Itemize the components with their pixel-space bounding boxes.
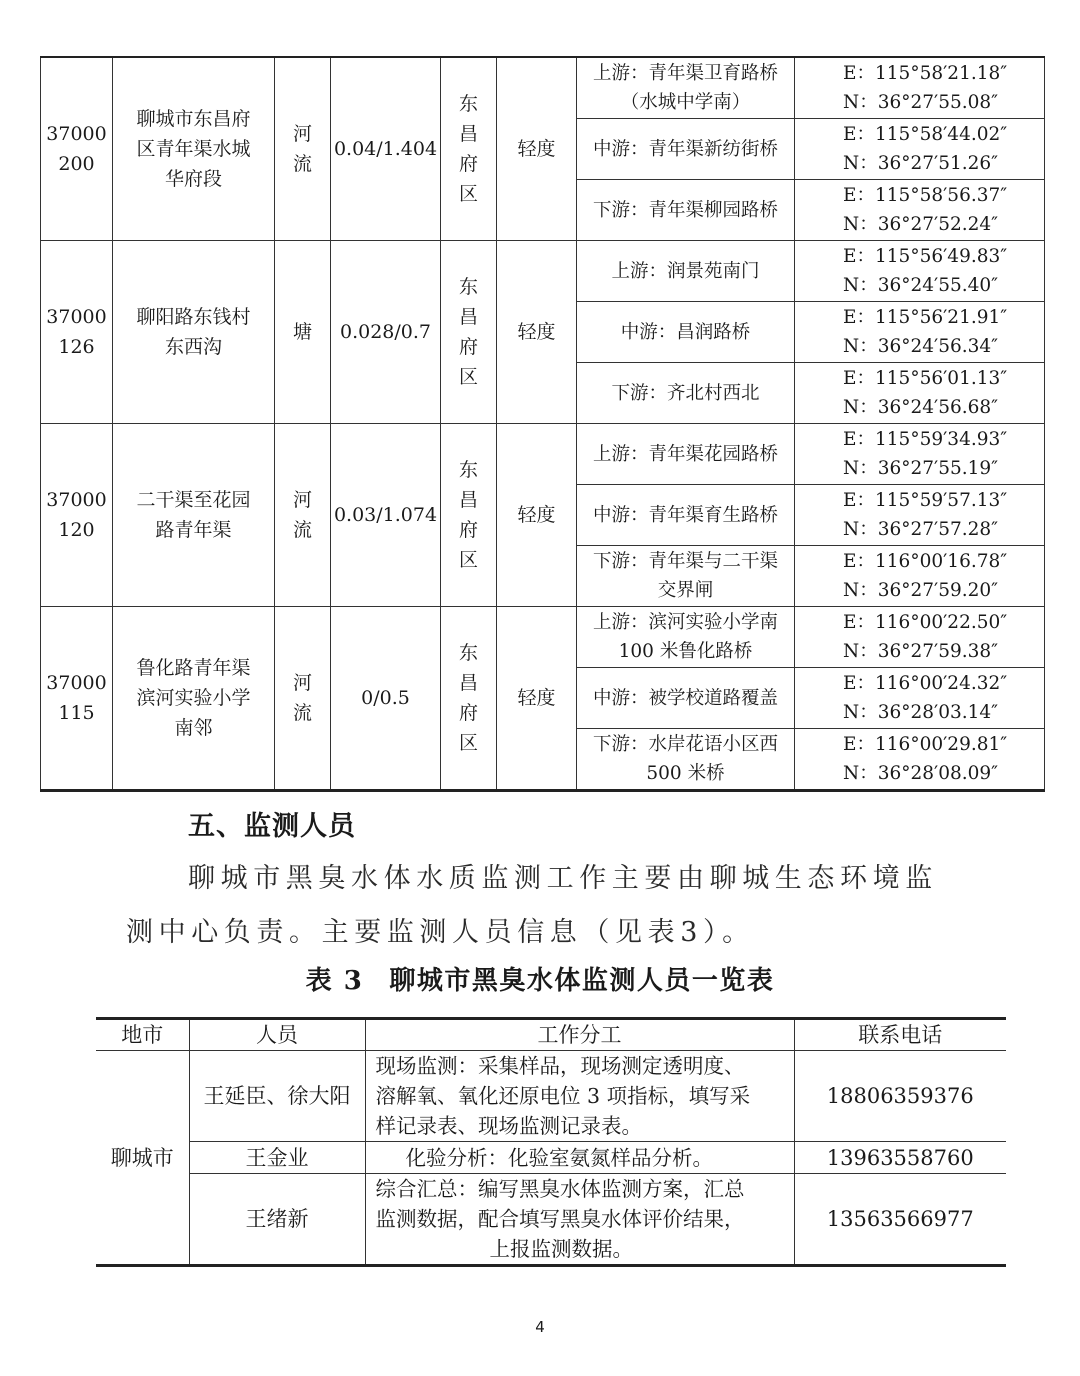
coord-cell <box>795 729 1045 791</box>
type-char: 河 <box>292 123 312 145</box>
coord-e: E：115°56′49.83″ <box>843 246 1008 267</box>
point-line: 500 米桥 <box>646 763 725 784</box>
point-cell <box>577 546 795 607</box>
coord-cell <box>795 546 1045 607</box>
coord-cell <box>795 119 1045 180</box>
duty-cell <box>365 1174 794 1266</box>
coord-e: E：116°00′16.78″ <box>843 551 1008 572</box>
header-phone: 联系电话 <box>794 1019 1006 1051</box>
page-number: 4 <box>535 1318 545 1336</box>
level-cell: 轻度 <box>497 57 577 241</box>
name-line: 南邻 <box>174 717 213 739</box>
coord-cell <box>795 485 1045 546</box>
coord-e: E：116°00′24.32″ <box>843 673 1008 694</box>
type-char: 流 <box>292 702 312 724</box>
person-cell: 王绪新 <box>189 1174 365 1266</box>
name-line: 东西沟 <box>164 336 222 358</box>
section-heading: 五、监测人员 <box>188 811 356 842</box>
duty-line: 样记录表、现场监测记录表。 <box>375 1114 642 1138</box>
duty-line: 上报监测数据。 <box>489 1237 633 1261</box>
coord-e: E：115°56′21.91″ <box>843 307 1008 328</box>
district-char: 府 <box>458 702 478 724</box>
district-char: 府 <box>458 336 478 358</box>
point-line: 上游：青年渠花园路桥 <box>592 443 778 465</box>
coord-e: E：115°58′44.02″ <box>843 124 1008 145</box>
table3-title-text: 聊城市黑臭水体监测人员一览表 <box>389 966 775 996</box>
district-char: 昌 <box>458 306 478 328</box>
name-line: 聊城市东昌府 <box>136 108 251 130</box>
coord-cell <box>795 241 1045 302</box>
district-char: 昌 <box>458 489 478 511</box>
coord-n: N：36°27′57.28″ <box>843 519 999 540</box>
point-line: 下游：齐北村西北 <box>611 382 760 404</box>
code-line: 200 <box>58 153 95 175</box>
header-duty: 工作分工 <box>365 1019 794 1051</box>
point-cell <box>577 668 795 729</box>
point-line: 上游：青年渠卫育路桥 <box>592 63 778 84</box>
district-char: 东 <box>458 642 478 664</box>
coord-cell <box>795 302 1045 363</box>
point-line: 下游：青年渠柳园路桥 <box>592 199 778 221</box>
coord-n: N：36°28′03.14″ <box>843 702 999 723</box>
coord-e: E：116°00′22.50″ <box>843 612 1008 633</box>
district-char: 东 <box>458 93 478 115</box>
level-cell: 轻度 <box>497 241 577 424</box>
phone-cell: 13963558760 <box>794 1142 1006 1174</box>
district-char: 区 <box>458 366 478 388</box>
point-cell <box>577 363 795 424</box>
header-person: 人员 <box>189 1019 365 1051</box>
name-line: 华府段 <box>164 168 222 190</box>
district-cell <box>441 57 497 241</box>
table3-title <box>0 960 1080 997</box>
duty-cell <box>365 1051 794 1142</box>
point-cell <box>577 424 795 485</box>
point-cell <box>577 241 795 302</box>
name-line: 聊阳路东钱村 <box>136 306 251 328</box>
point-cell <box>577 302 795 363</box>
table-row <box>96 1142 1006 1174</box>
coord-n: N：36°27′55.08″ <box>843 92 999 113</box>
name-line: 区青年渠水城 <box>136 138 251 160</box>
name-line: 鲁化路青年渠 <box>136 657 251 679</box>
coord-n: N：36°24′56.68″ <box>843 397 999 418</box>
monitoring-points-table <box>40 56 1045 792</box>
coord-cell <box>795 424 1045 485</box>
coord-e: E：115°59′57.13″ <box>843 490 1008 511</box>
table-row <box>41 57 1045 119</box>
district-cell <box>441 607 497 791</box>
code-line: 115 <box>58 702 95 724</box>
coord-cell <box>795 607 1045 668</box>
coord-n: N：36°27′59.38″ <box>843 641 999 662</box>
duty-line: 监测数据，配合填写黑臭水体评价结果， <box>375 1207 745 1231</box>
type-char: 河 <box>292 489 312 511</box>
table3-number: 表 3 <box>305 966 364 996</box>
point-cell <box>577 180 795 241</box>
table3-header-row <box>96 1019 1006 1051</box>
point-cell <box>577 729 795 791</box>
name-cell <box>113 241 275 424</box>
duty-cell <box>365 1142 794 1174</box>
district-char: 府 <box>458 519 478 541</box>
name-cell <box>113 424 275 607</box>
point-cell <box>577 485 795 546</box>
phone-cell: 18806359376 <box>794 1051 1006 1142</box>
type-cell <box>275 424 331 607</box>
point-cell <box>577 607 795 668</box>
coord-cell <box>795 180 1045 241</box>
phone-cell: 13563566977 <box>794 1174 1006 1266</box>
type-cell <box>275 607 331 791</box>
type-char: 流 <box>292 519 312 541</box>
name-line: 二干渠至花园 <box>136 489 251 511</box>
level-cell: 轻度 <box>497 607 577 791</box>
duty-line: 综合汇总：编写黑臭水体监测方案，汇总 <box>375 1177 745 1201</box>
name-cell <box>113 607 275 791</box>
code-line: 37000 <box>46 489 107 511</box>
coord-cell <box>795 363 1045 424</box>
district-char: 昌 <box>458 123 478 145</box>
type-cell <box>275 57 331 241</box>
name-line: 滨河实验小学 <box>136 687 251 709</box>
district-char: 东 <box>458 276 478 298</box>
coord-cell <box>795 57 1045 119</box>
coord-n: N：36°27′55.19″ <box>843 458 999 479</box>
point-cell <box>577 57 795 119</box>
length-cell: 0/0.5 <box>331 607 441 791</box>
coord-e: E：116°00′29.81″ <box>843 734 1008 755</box>
point-line: 中游：昌润路桥 <box>620 321 751 343</box>
duty-line: 溶解氧、氧化还原电位 3 项指标，填写采 <box>375 1084 751 1108</box>
district-cell <box>441 241 497 424</box>
length-cell: 0.04/1.404 <box>331 57 441 241</box>
coord-n: N：36°24′55.40″ <box>843 275 999 296</box>
duty-line: 现场监测：采集样品，现场测定透明度、 <box>375 1054 745 1078</box>
header-city: 地市 <box>96 1019 189 1051</box>
district-char: 府 <box>458 153 478 175</box>
code-cell <box>41 57 113 241</box>
coord-cell <box>795 668 1045 729</box>
code-cell <box>41 424 113 607</box>
district-char: 东 <box>458 459 478 481</box>
section-paragraph: 聊城市黑臭水体水质监测工作主要由聊城生态环境监测中心负责。主要监测人员信息（见表3）。 <box>126 863 938 948</box>
type-char: 塘 <box>292 321 312 343</box>
personnel-table <box>96 1017 1006 1267</box>
point-line: 中游：青年渠新纺街桥 <box>592 138 778 160</box>
length-cell: 0.028/0.7 <box>331 241 441 424</box>
district-cell <box>441 424 497 607</box>
type-char: 流 <box>292 153 312 175</box>
coord-n: N：36°27′52.24″ <box>843 214 999 235</box>
district-char: 区 <box>458 549 478 571</box>
coord-e: E：115°58′21.18″ <box>843 63 1008 84</box>
table-row <box>41 241 1045 302</box>
point-line: 上游：润景苑南门 <box>611 260 760 282</box>
point-line: （水城中学南） <box>620 92 751 113</box>
coord-n: N：36°24′56.34″ <box>843 336 999 357</box>
point-line: 上游：滨河实验小学南 <box>592 612 778 633</box>
district-char: 区 <box>458 183 478 205</box>
level-cell: 轻度 <box>497 424 577 607</box>
table-row <box>96 1051 1006 1142</box>
person-cell: 王延臣、徐大阳 <box>189 1051 365 1142</box>
type-char: 河 <box>292 672 312 694</box>
coord-e: E：115°58′56.37″ <box>843 185 1008 206</box>
code-line: 120 <box>58 519 95 541</box>
code-line: 37000 <box>46 123 107 145</box>
table-row <box>41 607 1045 668</box>
point-line: 中游：青年渠育生路桥 <box>592 504 778 526</box>
type-cell <box>275 241 331 424</box>
duty-line: 化验分析：化验室氨氮样品分析。 <box>405 1145 713 1170</box>
code-cell <box>41 241 113 424</box>
district-char: 区 <box>458 732 478 754</box>
point-line: 中游：被学校道路覆盖 <box>592 687 778 709</box>
coord-n: N：36°27′59.20″ <box>843 580 999 601</box>
city-cell: 聊城市 <box>96 1051 189 1266</box>
person-cell: 王金业 <box>189 1142 365 1174</box>
district-char: 昌 <box>458 672 478 694</box>
code-cell <box>41 607 113 791</box>
table-row <box>41 424 1045 485</box>
point-line: 下游：水岸花语小区西 <box>592 734 778 755</box>
name-line: 路青年渠 <box>155 519 232 541</box>
coord-e: E：115°59′34.93″ <box>843 429 1008 450</box>
point-line: 交界闸 <box>657 580 714 601</box>
name-cell <box>113 57 275 241</box>
point-cell <box>577 119 795 180</box>
code-line: 37000 <box>46 672 107 694</box>
coord-e: E：115°56′01.13″ <box>843 368 1008 389</box>
coord-n: N：36°28′08.09″ <box>843 763 999 784</box>
table-row <box>96 1174 1006 1266</box>
code-line: 126 <box>58 336 95 358</box>
point-line: 下游：青年渠与二干渠 <box>592 551 778 572</box>
length-cell: 0.03/1.074 <box>331 424 441 607</box>
coord-n: N：36°27′51.26″ <box>843 153 999 174</box>
point-line: 100 米鲁化路桥 <box>618 641 753 662</box>
code-line: 37000 <box>46 306 107 328</box>
